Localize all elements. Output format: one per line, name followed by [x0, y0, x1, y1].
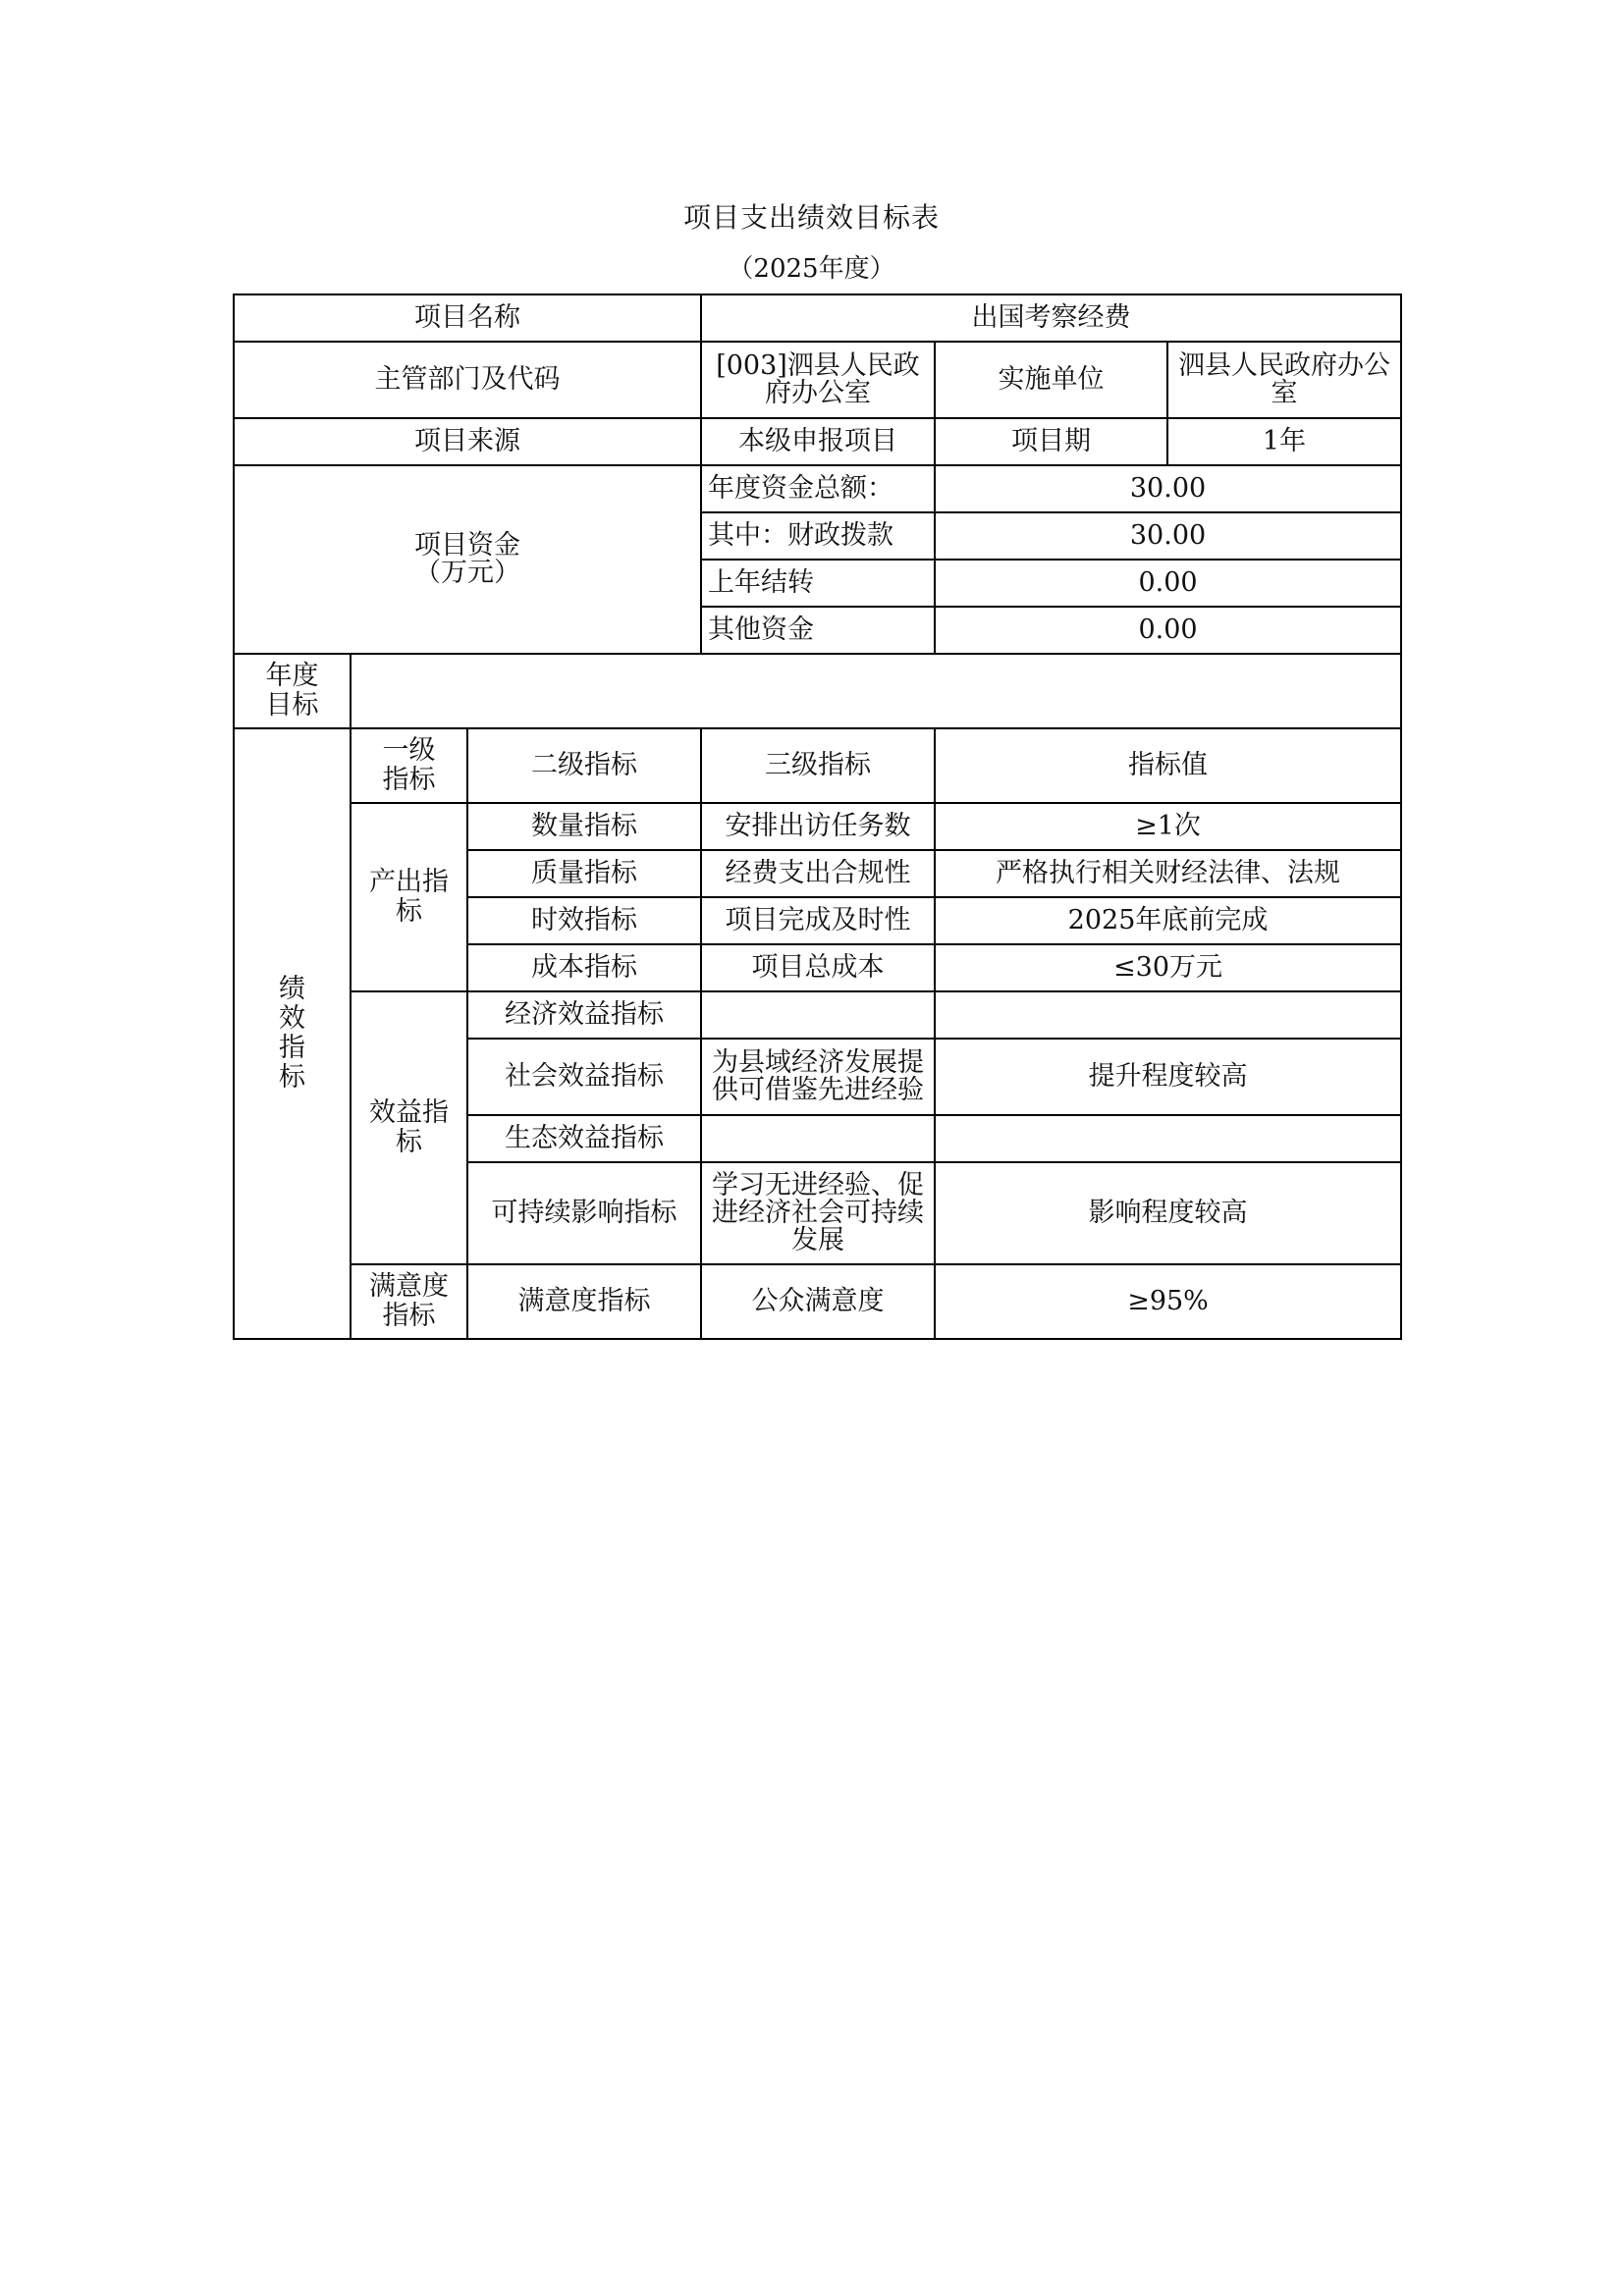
table-row: [234, 294, 1401, 342]
funds-item-label: 上年结转: [701, 560, 935, 607]
value-cell: [935, 991, 1401, 1039]
table-row: [234, 418, 1401, 465]
table-row: [234, 465, 1401, 512]
level3-cell: 项目完成及时性: [701, 897, 935, 944]
annual-goal-label: 年度目标: [265, 661, 319, 721]
indicators-section-cell: [234, 728, 351, 1339]
benefit-label-cell: [351, 991, 467, 1264]
table-row: [234, 728, 1401, 803]
impl-value: 泗县人民政府办公室: [1167, 342, 1401, 418]
level2-cell: 社会效益指标: [467, 1039, 701, 1115]
dept-value: [003]泗县人民政府办公室: [701, 342, 935, 418]
period-value: 1年: [1167, 418, 1401, 465]
value-cell: ≥95%: [935, 1264, 1401, 1339]
level3-cell: 经费支出合规性: [701, 850, 935, 897]
level2-cell: 数量指标: [467, 803, 701, 850]
funds-item-value: 30.00: [935, 465, 1401, 512]
level2-cell: 可持续影响指标: [467, 1162, 701, 1264]
table-row: [234, 1264, 1401, 1339]
impl-label: 实施单位: [935, 342, 1167, 418]
level2-cell: 生态效益指标: [467, 1115, 701, 1162]
funds-label: 项目资金: [414, 530, 520, 561]
table-row: [234, 991, 1401, 1039]
period-label: 项目期: [935, 418, 1167, 465]
level3-cell: 项目总成本: [701, 944, 935, 991]
table-row: [234, 342, 1401, 418]
dept-label: 主管部门及代码: [234, 342, 701, 418]
annual-goal-label-cell: [234, 654, 351, 728]
level2-cell: 经济效益指标: [467, 991, 701, 1039]
level2-cell: 质量指标: [467, 850, 701, 897]
level3-cell: 为县域经济发展提供可借鉴先进经验: [701, 1039, 935, 1115]
output-label-cell: [351, 803, 467, 991]
annual-goal-value: [351, 654, 1401, 728]
header-value: 指标值: [935, 728, 1401, 803]
funds-item-value: 30.00: [935, 512, 1401, 560]
funds-item-value: 0.00: [935, 560, 1401, 607]
performance-target-table: [233, 294, 1402, 1340]
header-level3: 三级指标: [701, 728, 935, 803]
value-cell: ≥1次: [935, 803, 1401, 850]
funds-item-value: 0.00: [935, 607, 1401, 654]
source-label: 项目来源: [234, 418, 701, 465]
source-value: 本级申报项目: [701, 418, 935, 465]
page-title: 项目支出绩效目标表: [682, 201, 940, 234]
level2-cell: 成本指标: [467, 944, 701, 991]
value-cell: [935, 1115, 1401, 1162]
table-row: [234, 654, 1401, 728]
value-cell: 影响程度较高: [935, 1162, 1401, 1264]
value-cell: 2025年底前完成: [935, 897, 1401, 944]
value-cell: 提升程度较高: [935, 1039, 1401, 1115]
level3-cell: 安排出访任务数: [701, 803, 935, 850]
project-name-label: 项目名称: [234, 294, 701, 342]
project-name-value: 出国考察经费: [701, 294, 1401, 342]
funds-item-label: 其中：财政拨款: [701, 512, 935, 560]
benefit-label: 效益指标: [369, 1097, 449, 1157]
funds-item-label: 年度资金总额：: [701, 465, 935, 512]
header-level2: 二级指标: [467, 728, 701, 803]
level3-cell: [701, 991, 935, 1039]
satisfaction-label-cell: [351, 1264, 467, 1339]
funds-item-label: 其他资金: [701, 607, 935, 654]
value-cell: ≤30万元: [935, 944, 1401, 991]
page-subtitle: （2025年度）: [728, 254, 895, 284]
level2-cell: 时效指标: [467, 897, 701, 944]
level3-cell: 公众满意度: [701, 1264, 935, 1339]
funds-label-cell: [234, 465, 701, 654]
output-label: 产出指标: [369, 867, 449, 927]
level2-cell: 满意度指标: [467, 1264, 701, 1339]
header-level1-cell: [351, 728, 467, 803]
funds-unit: （万元）: [414, 558, 520, 588]
level3-cell: 学习无进经验、促进经济社会可持续发展: [701, 1162, 935, 1264]
value-cell: 严格执行相关财经法律、法规: [935, 850, 1401, 897]
satisfaction-label: 满意度指标: [369, 1271, 449, 1331]
header-level1: 一级指标: [382, 735, 436, 795]
indicators-section-label: 绩效指标: [279, 974, 305, 1093]
table-row: [234, 803, 1401, 850]
level3-cell: [701, 1115, 935, 1162]
